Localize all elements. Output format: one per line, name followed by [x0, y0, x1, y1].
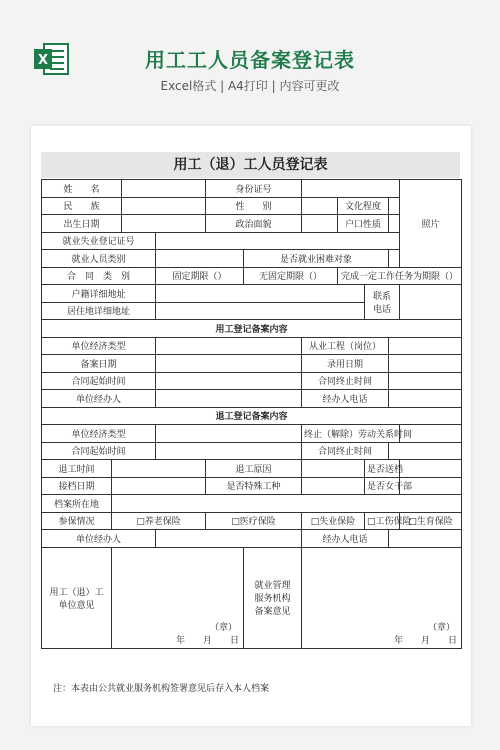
label-gender: 性 别: [206, 197, 302, 215]
table-row: [42, 215, 462, 233]
label-veteran: 是否女干部: [365, 477, 400, 495]
label-leave-handler: 单位经办人: [42, 530, 156, 548]
table-row: [42, 355, 462, 373]
field-employ-cert[interactable]: [156, 232, 400, 250]
label-unit-type: 单位经济类型: [42, 337, 156, 355]
label-terminate-time: 终止（解除）劳动关系时间: [302, 425, 400, 443]
form-title: 用工（退）工人员登记表: [41, 152, 460, 178]
field-handler-phone[interactable]: [389, 390, 462, 408]
field-leave-handler-phone[interactable]: [389, 530, 462, 548]
field-special[interactable]: [302, 477, 365, 495]
label-id: 身份证号: [206, 180, 302, 198]
field-contract-end[interactable]: [389, 372, 462, 390]
label-leave-handler-phone: 经办人电话: [302, 530, 389, 548]
field-leave-contract-start[interactable]: [156, 442, 302, 460]
label-contract-start: 合同起始时间: [42, 372, 156, 390]
field-leave-handler[interactable]: [156, 530, 302, 548]
footnote: 注：本表由公共就业服务机构签署意见后存入本人档案: [53, 684, 270, 694]
field-politics[interactable]: [302, 215, 338, 233]
table-row: [42, 530, 462, 548]
field-education[interactable]: [389, 197, 400, 215]
field-ethnic[interactable]: [122, 197, 206, 215]
label-hardship: 是否就业困难对象: [244, 250, 389, 268]
label-record-date: 备案日期: [42, 355, 156, 373]
label-special: 是否特殊工种: [206, 477, 302, 495]
checkbox-pension[interactable]: □养老保险: [112, 512, 206, 530]
label-person-type: 就业人员类别: [42, 250, 156, 268]
table-row: [42, 547, 462, 648]
section-hire: 用工登记备案内容: [42, 320, 462, 338]
label-leave-time: 退工时间: [42, 460, 112, 478]
field-unit-type[interactable]: [156, 337, 302, 355]
field-delivered[interactable]: [400, 460, 462, 478]
label-handler-phone: 经办人电话: [302, 390, 389, 408]
page-subtitle: Excel格式 | A4打印 | 内容可更改: [160, 79, 340, 93]
field-name[interactable]: [122, 180, 206, 198]
option-fixed[interactable]: 固定期限（）: [156, 267, 244, 285]
label-agency-opinion: 就业管理 服务机构 备案意见: [244, 547, 302, 648]
table-row: [42, 197, 462, 215]
photo-box[interactable]: 照片: [400, 180, 462, 268]
table-row: [42, 407, 462, 425]
label-live-addr: 居住地详细地址: [42, 302, 156, 320]
label-employ-cert: 就业失业登记证号: [42, 232, 156, 250]
page-title: 用工工人员备案登记表: [145, 48, 355, 72]
field-person-type[interactable]: [156, 250, 244, 268]
page-header: [0, 0, 500, 118]
label-receive-date: 接档日期: [42, 477, 112, 495]
field-handler[interactable]: [156, 390, 302, 408]
checkbox-unemployment[interactable]: □失业保险: [302, 512, 365, 530]
agency-date: 年 月 日: [394, 635, 458, 646]
label-unit-opinion: 用工（退）工 单位意见: [42, 547, 112, 648]
field-hukou-addr[interactable]: [156, 285, 365, 303]
table-row: [42, 425, 462, 443]
table-row: [42, 460, 462, 478]
field-archive-place[interactable]: [112, 495, 462, 513]
label-insurance: 参保情况: [42, 512, 112, 530]
table-row: [42, 337, 462, 355]
label-hire-date: 录用日期: [302, 355, 389, 373]
label-archive-place: 档案所在地: [42, 495, 112, 513]
label-birth: 出生日期: [42, 215, 122, 233]
option-unfixed[interactable]: 无固定期限（）: [244, 267, 338, 285]
label-contract-type: 合 同 类 别: [42, 267, 156, 285]
field-leave-time[interactable]: [112, 460, 206, 478]
field-hukou[interactable]: [389, 215, 400, 233]
table-row: [42, 512, 462, 530]
table-row: [42, 267, 462, 285]
field-leave-contract-end[interactable]: [389, 442, 462, 460]
label-contract-end: 合同终止时间: [302, 372, 389, 390]
registration-table: [41, 179, 462, 649]
label-leave-contract-start: 合同起始时间: [42, 442, 156, 460]
field-contract-start[interactable]: [156, 372, 302, 390]
field-phone[interactable]: [400, 285, 462, 320]
svg-text:X: X: [37, 53, 49, 68]
table-row: [42, 495, 462, 513]
label-ethnic: 民 族: [42, 197, 122, 215]
table-row: [42, 320, 462, 338]
field-record-date[interactable]: [156, 355, 302, 373]
checkbox-medical[interactable]: □医疗保险: [206, 512, 302, 530]
table-row: [42, 390, 462, 408]
label-leave-unit-type: 单位经济类型: [42, 425, 156, 443]
label-handler: 单位经办人: [42, 390, 156, 408]
section-leave: 退工登记备案内容: [42, 407, 462, 425]
checkbox-injury[interactable]: □工伤保险: [365, 512, 400, 530]
field-hire-date[interactable]: [389, 355, 462, 373]
label-education: 文化程度: [338, 197, 389, 215]
field-job[interactable]: [389, 337, 462, 355]
label-job: 从业工程（岗位）: [302, 337, 389, 355]
table-row: [42, 372, 462, 390]
table-row: [42, 250, 462, 268]
table-row: [42, 180, 462, 198]
label-name: 姓 名: [42, 180, 122, 198]
table-row: [42, 477, 462, 495]
field-id[interactable]: [302, 180, 400, 198]
label-delivered: 是否送档: [365, 460, 400, 478]
field-live-addr[interactable]: [156, 302, 365, 320]
label-hukou: 户口性质: [338, 215, 389, 233]
field-gender[interactable]: [302, 197, 338, 215]
agency-seal: （章）: [428, 622, 456, 633]
field-unit-opinion[interactable]: [112, 547, 244, 648]
field-agency-opinion[interactable]: [302, 547, 462, 648]
field-birth[interactable]: [122, 215, 206, 233]
label-hukou-addr: 户籍详细地址: [42, 285, 156, 303]
field-leave-reason[interactable]: [302, 460, 365, 478]
field-leave-unit-type[interactable]: [156, 425, 302, 443]
checkbox-maternity[interactable]: □生育保险: [400, 512, 462, 530]
label-leave-contract-end: 合同终止时间: [302, 442, 389, 460]
table-row: [42, 442, 462, 460]
unit-seal: （章）: [210, 622, 238, 633]
document-sheet: [31, 126, 471, 726]
label-leave-reason: 退工原因: [206, 460, 302, 478]
table-row: [42, 232, 462, 250]
option-task[interactable]: 完成一定工作任务为期限（）: [338, 267, 462, 285]
table-row: [42, 285, 462, 303]
field-hardship[interactable]: [389, 250, 400, 268]
label-politics: 政治面貌: [206, 215, 302, 233]
unit-date: 年 月 日: [176, 635, 240, 646]
label-phone: 联系 电话: [365, 285, 400, 320]
field-receive-date[interactable]: [112, 477, 206, 495]
